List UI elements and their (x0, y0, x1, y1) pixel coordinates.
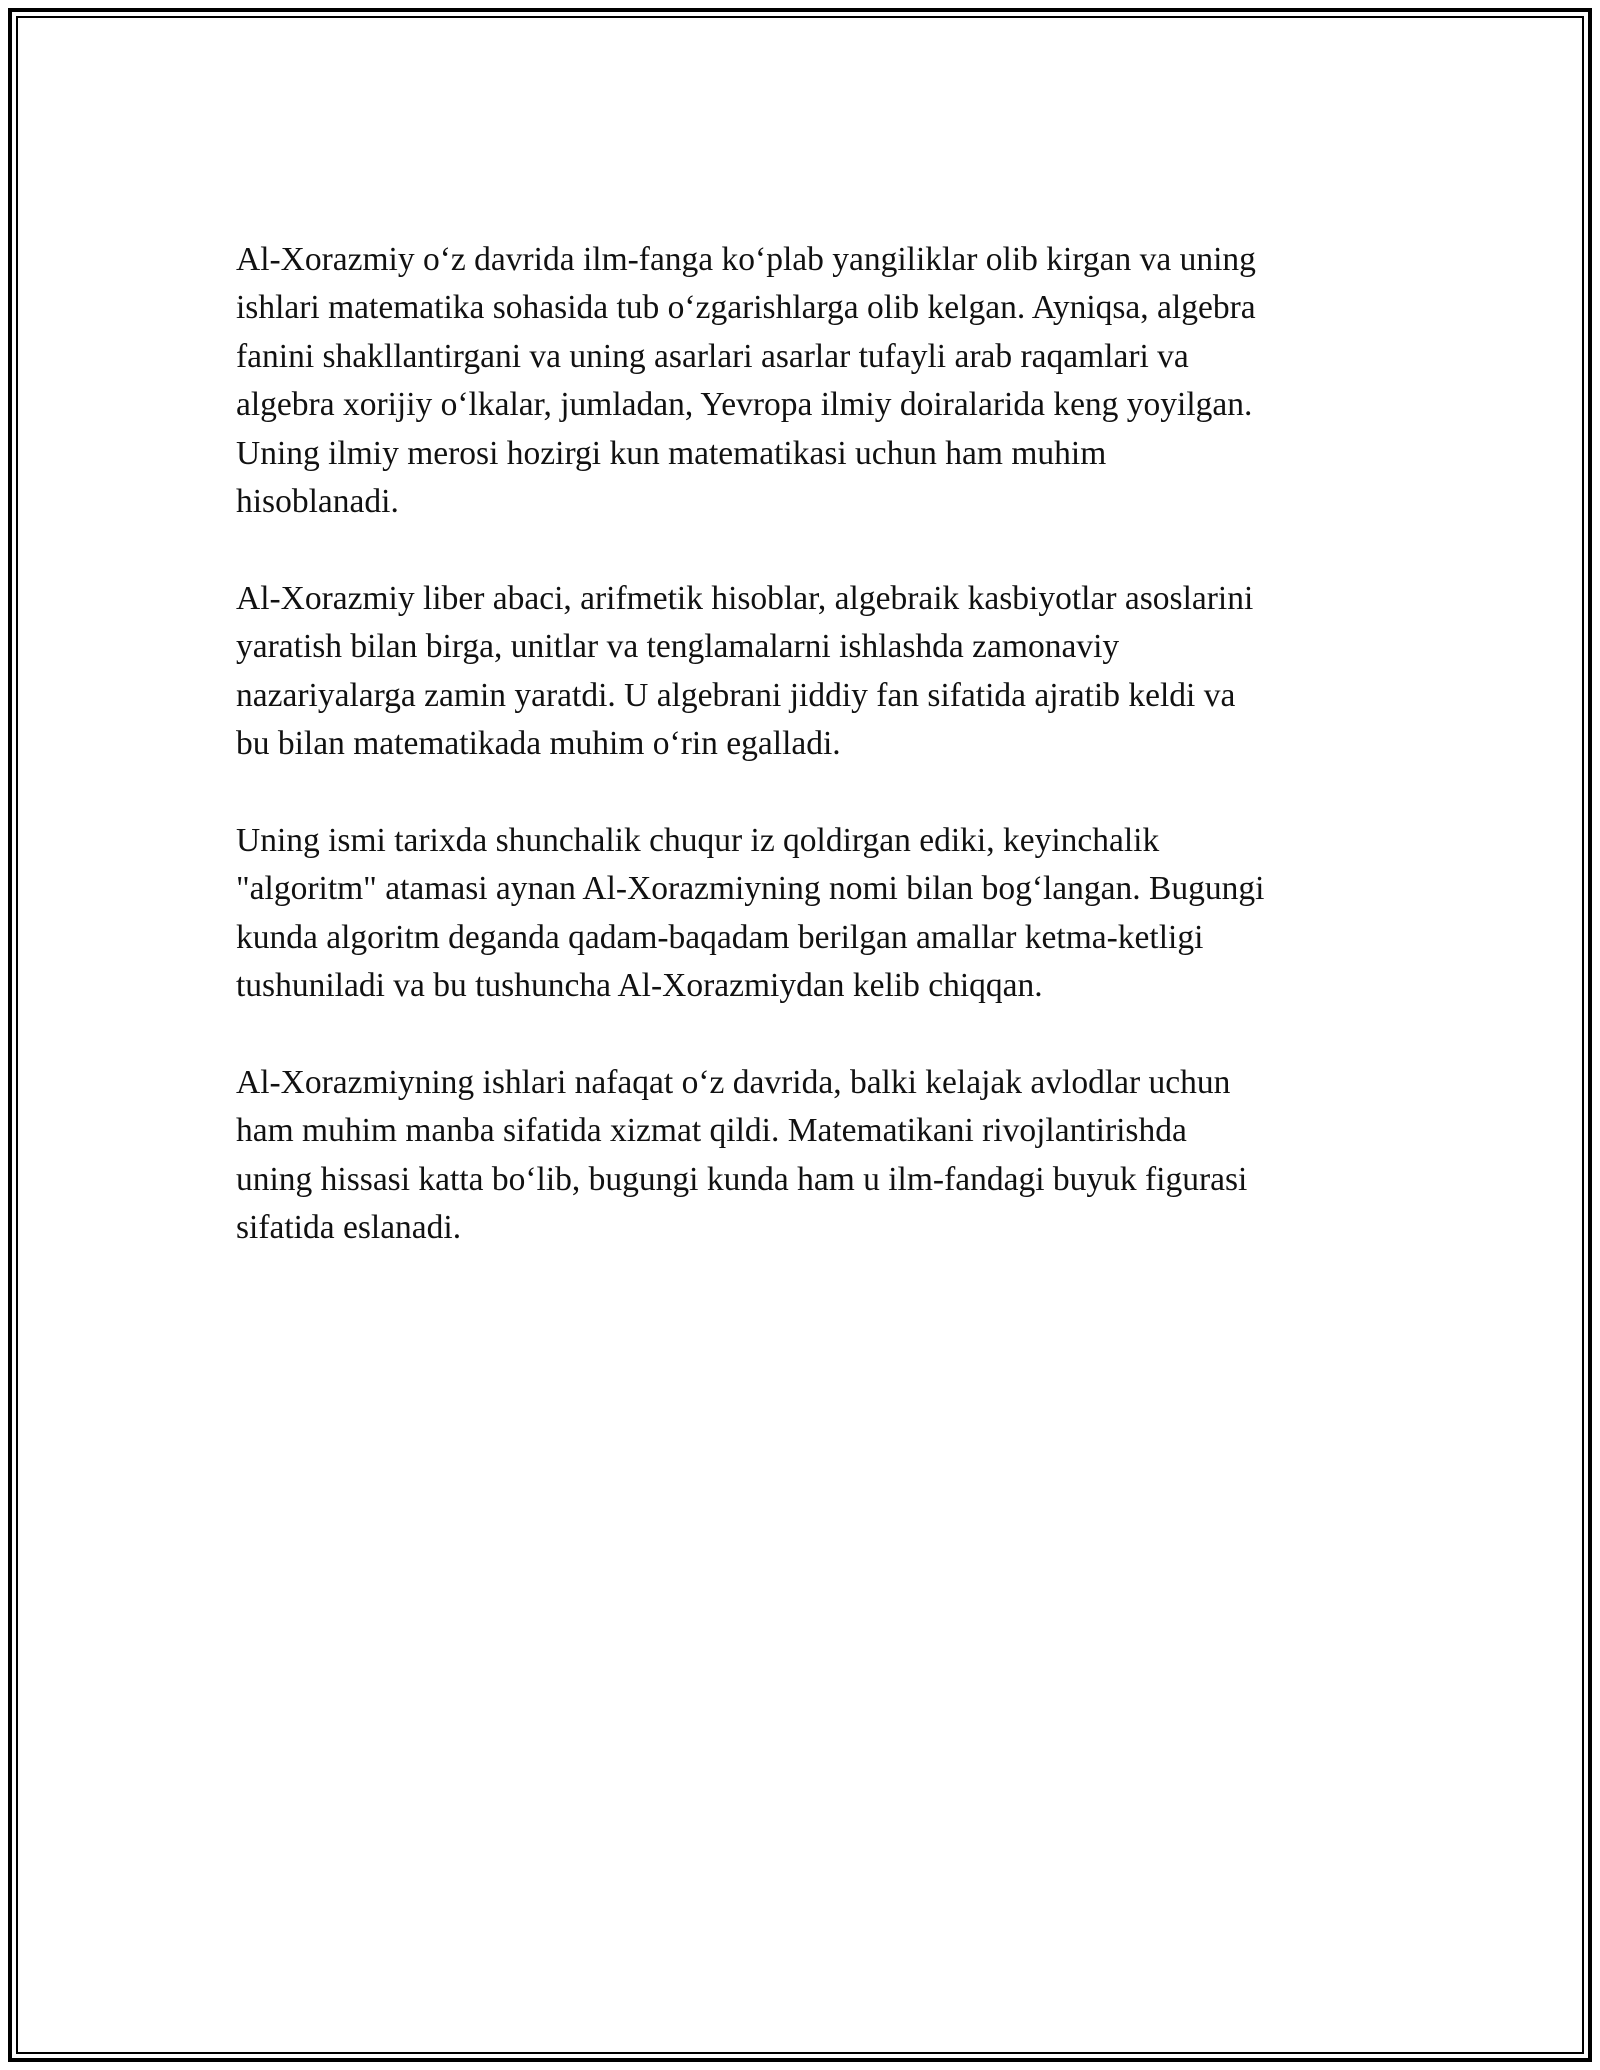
paragraph-1: Al-Xorazmiy o‘z davrida ilm-fanga ko‘plab yangiliklar olib kirgan va uning ishlari matematika sohasida tub o‘zgarishlarga olib kelgan. Ayniqsa, algebra fanini shakllantirgani va uning asarlari asarlar tufayli arab raqamlari va algebra xorijiy o‘lkalar, jumladan, Yevropa ilmiy doiralarida keng yoyilgan. Uning ilmiy merosi hozirgi kun matematikasi uchun ham muhim hisoblanadi. (236, 241, 1256, 521)
paragraph-2: Al-Xorazmiy liber abaci, arifmetik hisoblar, algebraik kasbiyotlar asoslarini yaratish bilan birga, unitlar va tenglamalarni ishlashda zamonaviy nazariyalarga zamin yaratdi. U algebrani jiddiy fan sifatida ajratib keldi va bu bilan matematikada muhim o‘rin egalladi. (236, 579, 1254, 763)
paragraph-3: Uning ismi tarixda shunchalik chuqur iz qoldirgan ediki, keyinchalik "algoritm" atamasi aynan Al-Xorazmiyning nomi bilan bog‘langan. Bugungi kunda algoritm deganda qadam-baqadam berilgan amallar ketma-ketligi tushuniladi va bu tushuncha Al-Xorazmiydan kelib chiqqan. (236, 821, 1265, 1005)
document-body (236, 236, 1376, 1301)
paragraph-4: Al-Xorazmiyning ishlari nafaqat o‘z davrida, balki kelajak avlodlar uchun ham muhim manba sifatida xizmat qildi. Matematikani rivojlantirishda uning hissasi katta bo‘lib, bugungi kunda ham u ilm-fandagi buyuk figurasi sifatida eslanadi. (236, 1063, 1248, 1247)
